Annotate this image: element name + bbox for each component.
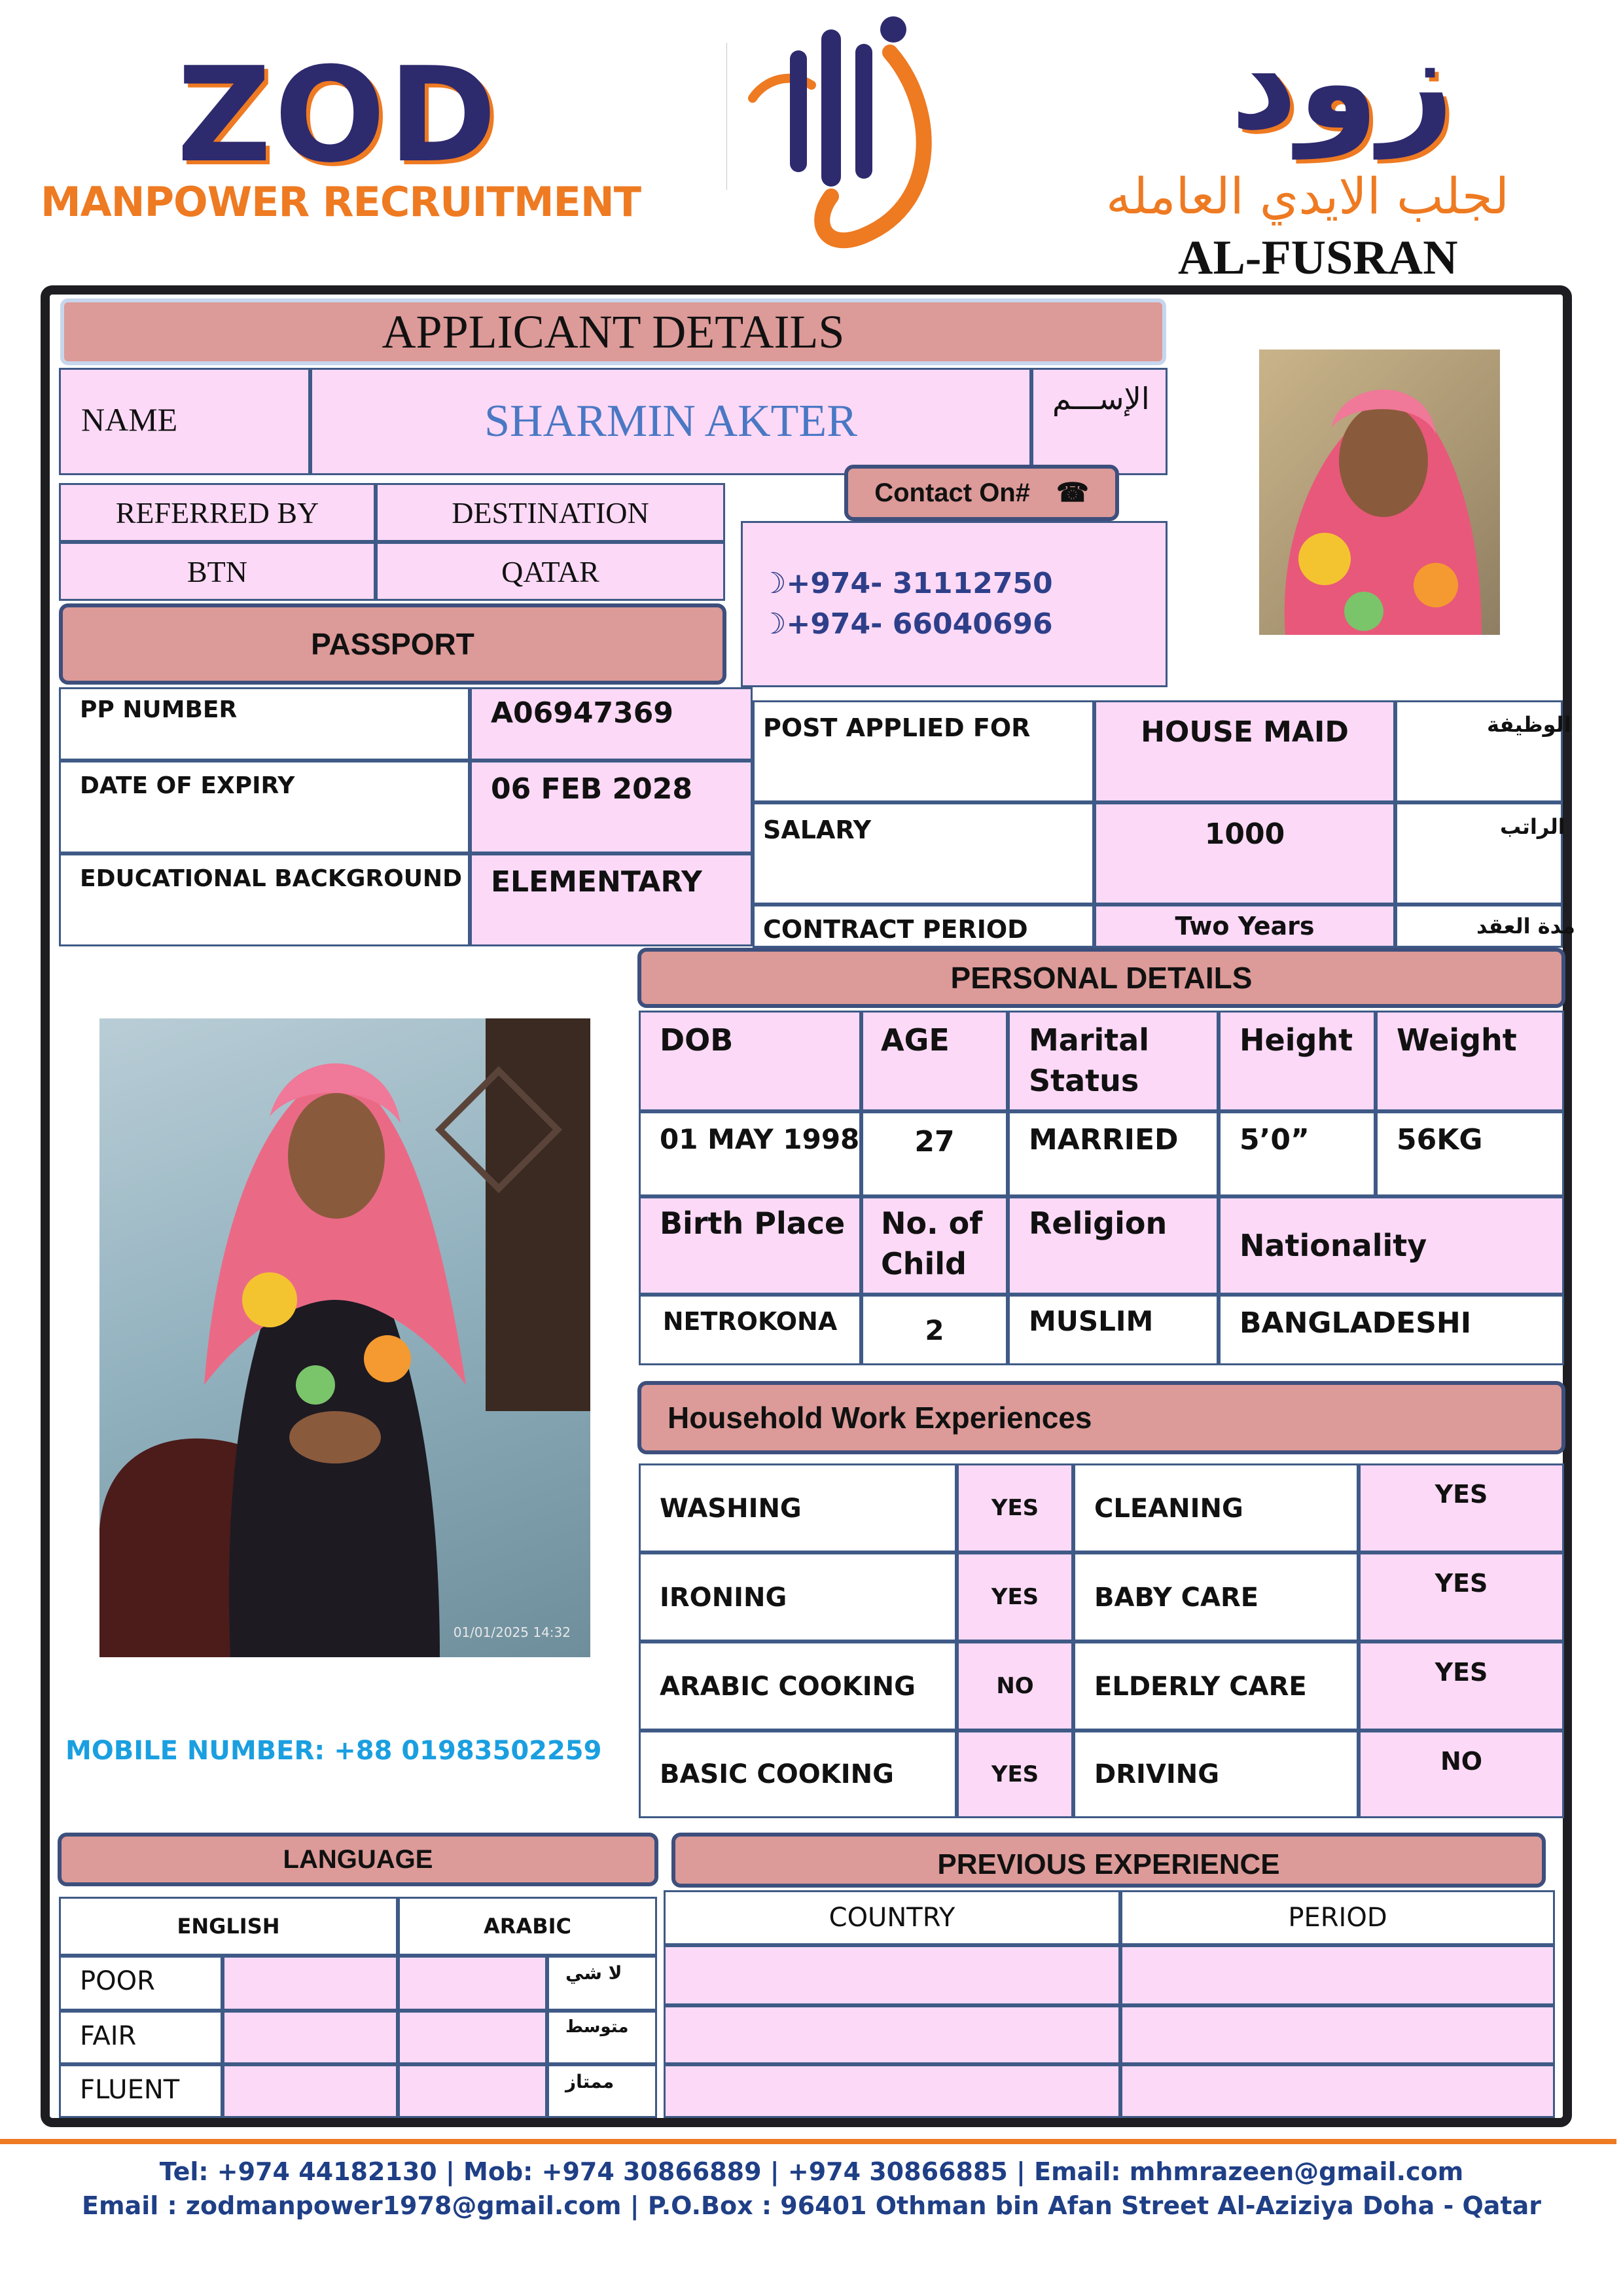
marital-label-line-1: Marital [1029, 1022, 1150, 1058]
referred-by-value: BTN [187, 554, 247, 588]
height-value: 5’0” [1240, 1123, 1310, 1157]
household-row-3-right-value-cell [1359, 1641, 1564, 1731]
applicant-details-title: APPLICANT DETAILS [382, 305, 845, 358]
previous-row-1-period[interactable] [1120, 1945, 1555, 2005]
household-row-2-left-value-cell [957, 1552, 1073, 1641]
language-row-1-arabic-label: لا شي [565, 1962, 622, 1984]
salary-label: SALARY [763, 816, 872, 844]
arabic-tagline: لجلب الايدي العامله [1106, 167, 1510, 225]
name-label: NAME [81, 401, 178, 438]
salary-value-cell [1094, 802, 1395, 905]
language-row-3-english[interactable] [223, 2064, 398, 2118]
footer-line-2-text: Email : zodmanpower1978@gmail.com | P.O.Box : 96401 Othman bin Afan Street Al-Aziziya Doha - Qatar [82, 2191, 1541, 2220]
previous-experience-header [671, 1833, 1546, 1888]
children-value: 2 [925, 1314, 944, 1346]
marital-value: MARRIED [1029, 1123, 1179, 1157]
applicant-portrait-photo [1259, 350, 1500, 635]
household-row-3-left-value: NO [996, 1673, 1034, 1699]
referred-by-value-cell [59, 542, 376, 601]
pp-number-value: A06947369 [491, 696, 673, 730]
company-logo-icon [726, 7, 949, 268]
logo-text: ZOD [177, 39, 500, 192]
household-row-3-right-value: YES [1435, 1658, 1488, 1687]
footer-divider [0, 2139, 1616, 2144]
language-row-2-arabic-label: متوسط [565, 2017, 629, 2037]
children-label-line-2: Child [881, 1246, 967, 1282]
household-row-1-left-value-cell [957, 1463, 1073, 1552]
language-header [58, 1833, 658, 1886]
contact-phone-2: ☽+974- 66040696 [760, 607, 1053, 641]
pp-number-label: PP NUMBER [80, 696, 238, 723]
weight-label: Weight [1397, 1022, 1517, 1058]
marital-label-line-2: Status [1029, 1063, 1139, 1098]
expiry-value: 06 FEB 2028 [491, 772, 692, 806]
language-col-english [59, 1897, 398, 1956]
previous-col-period-label: PERIOD [1288, 1903, 1387, 1933]
household-row-4-left-label: BASIC COOKING [660, 1759, 894, 1789]
name-arabic-label: الإســـم [1052, 382, 1150, 416]
previous-col-country [664, 1890, 1120, 1945]
education-label: EDUCATIONAL BACKGROUND [80, 865, 462, 892]
household-row-1-left-value: YES [991, 1495, 1039, 1521]
salary-value: 1000 [1204, 817, 1285, 851]
household-row-1-right-value-cell [1359, 1463, 1564, 1552]
education-value: ELEMENTARY [491, 865, 702, 899]
nationality-value: BANGLADESHI [1240, 1306, 1472, 1340]
language-row-3-arabic[interactable] [398, 2064, 547, 2118]
children-label-line-1: No. of [881, 1206, 983, 1241]
language-title: LANGUAGE [283, 1844, 433, 1874]
household-header [637, 1381, 1565, 1454]
tagline: MANPOWER RECRUITMENT [41, 178, 641, 226]
previous-experience-title: PREVIOUS EXPERIENCE [937, 1848, 1280, 1880]
household-row-1-right-value: YES [1435, 1480, 1488, 1509]
contract-value: Two Years [1175, 912, 1315, 941]
language-row-1-arabic[interactable] [398, 1956, 547, 2011]
name-value-cell [310, 368, 1031, 475]
salary-arabic: الراتب [1500, 814, 1565, 839]
age-label: AGE [881, 1022, 950, 1058]
height-label: Height [1240, 1022, 1353, 1058]
arabic-logo: زود [1230, 7, 1455, 159]
referred-by-label-cell [59, 483, 376, 542]
household-row-2-right-label: BABY CARE [1094, 1583, 1259, 1613]
contract-label: CONTRACT PERIOD [763, 915, 1028, 944]
household-row-2-right-value: YES [1435, 1569, 1488, 1598]
household-row-4-left-value: YES [991, 1761, 1039, 1787]
language-col-english-label: ENGLISH [177, 1914, 280, 1939]
contact-title: Contact On# [874, 478, 1030, 507]
personal-details-title: PERSONAL DETAILS [950, 961, 1253, 995]
phone-icon: ☎ [1056, 478, 1089, 507]
age-value-cell [861, 1111, 1008, 1196]
footer-line-1 [0, 2153, 1623, 2190]
household-row-2-left-value: YES [991, 1584, 1039, 1610]
post-label: POST APPLIED FOR [763, 713, 1031, 742]
personal-details-header [637, 948, 1565, 1008]
religion-value: MUSLIM [1029, 1305, 1154, 1337]
contact-phone-1: ☽+974- 31112750 [760, 567, 1053, 600]
children-value-cell [861, 1295, 1008, 1365]
previous-row-2-period[interactable] [1120, 2005, 1555, 2064]
contract-arabic: مدة العقد [1476, 914, 1575, 939]
photo-timestamp: 01/01/2025 14:32 [453, 1624, 571, 1640]
language-row-2-label: FAIR [80, 2021, 137, 2051]
household-row-3-right-label: ELDERLY CARE [1094, 1672, 1307, 1702]
passport-title: PASSPORT [311, 627, 474, 661]
language-row-2-english[interactable] [223, 2011, 398, 2064]
household-row-1-right-label: CLEANING [1094, 1494, 1243, 1524]
previous-col-period [1120, 1890, 1555, 1945]
weight-value: 56KG [1397, 1123, 1483, 1157]
household-row-4-right-value-cell [1359, 1731, 1564, 1818]
dob-value: 01 MAY 1998 [660, 1123, 860, 1155]
household-row-4-right-value: NO [1440, 1747, 1483, 1776]
birthplace-value: NETROKONA [662, 1307, 838, 1336]
age-value: 27 [914, 1125, 955, 1158]
household-row-2-right-value-cell [1359, 1552, 1564, 1641]
contact-box [741, 521, 1168, 687]
language-row-1-english[interactable] [223, 1956, 398, 2011]
household-title: Household Work Experiences [668, 1401, 1092, 1435]
household-row-4-left-value-cell [957, 1731, 1073, 1818]
applicant-name: SHARMIN AKTER [484, 396, 857, 446]
household-row-4-right-label: DRIVING [1094, 1759, 1220, 1789]
household-row-2-left-label: IRONING [660, 1583, 787, 1613]
previous-row-2-country[interactable] [664, 2005, 1120, 2064]
household-row-3-left-value-cell [957, 1641, 1073, 1731]
language-row-2-arabic[interactable] [398, 2011, 547, 2064]
destination-label: DESTINATION [452, 495, 649, 529]
language-col-arabic-label: ARABIC [484, 1914, 571, 1939]
expiry-label: DATE OF EXPIRY [80, 772, 295, 799]
footer-line-1-text: Tel: +974 44182130 | Mob: +974 30866889 | +974 30866885 | Email: mhmrazeen@gmail.com [159, 2157, 1464, 2186]
applicant-details-header [60, 298, 1166, 365]
referred-by-label: REFERRED BY [115, 495, 319, 529]
post-arabic: الوظيفة [1487, 712, 1571, 737]
dob-label: DOB [660, 1022, 734, 1058]
household-row-1-left-label: WASHING [660, 1494, 802, 1524]
previous-row-3-country[interactable] [664, 2064, 1120, 2118]
contract-value-cell [1094, 905, 1395, 948]
footer-line-2 [0, 2187, 1623, 2224]
destination-value-cell [376, 542, 725, 601]
birthplace-value-cell [639, 1295, 861, 1365]
applicant-full-photo [99, 1018, 590, 1657]
destination-value: QATAR [501, 554, 599, 588]
language-row-3-arabic-label: ممتاز [565, 2071, 615, 2092]
nationality-label: Nationality [1240, 1228, 1427, 1263]
destination-label-cell [376, 483, 725, 542]
passport-header [59, 603, 726, 685]
post-value: HOUSE MAID [1141, 715, 1349, 749]
birthplace-label: Birth Place [660, 1206, 846, 1241]
previous-col-country-label: COUNTRY [829, 1903, 955, 1933]
mobile-number: MOBILE NUMBER: +88 01983502259 [65, 1736, 602, 1766]
previous-row-3-period[interactable] [1120, 2064, 1555, 2118]
household-row-3-left-label: ARABIC COOKING [660, 1672, 916, 1702]
previous-row-1-country[interactable] [664, 1945, 1120, 2005]
language-row-3-label: FLUENT [80, 2075, 180, 2105]
post-value-cell [1094, 700, 1395, 802]
contact-header [844, 465, 1119, 521]
religion-label: Religion [1029, 1206, 1168, 1241]
language-col-arabic [398, 1897, 657, 1956]
company-name: AL-FUSRAN [1178, 231, 1458, 285]
language-row-1-label: POOR [80, 1966, 155, 1996]
